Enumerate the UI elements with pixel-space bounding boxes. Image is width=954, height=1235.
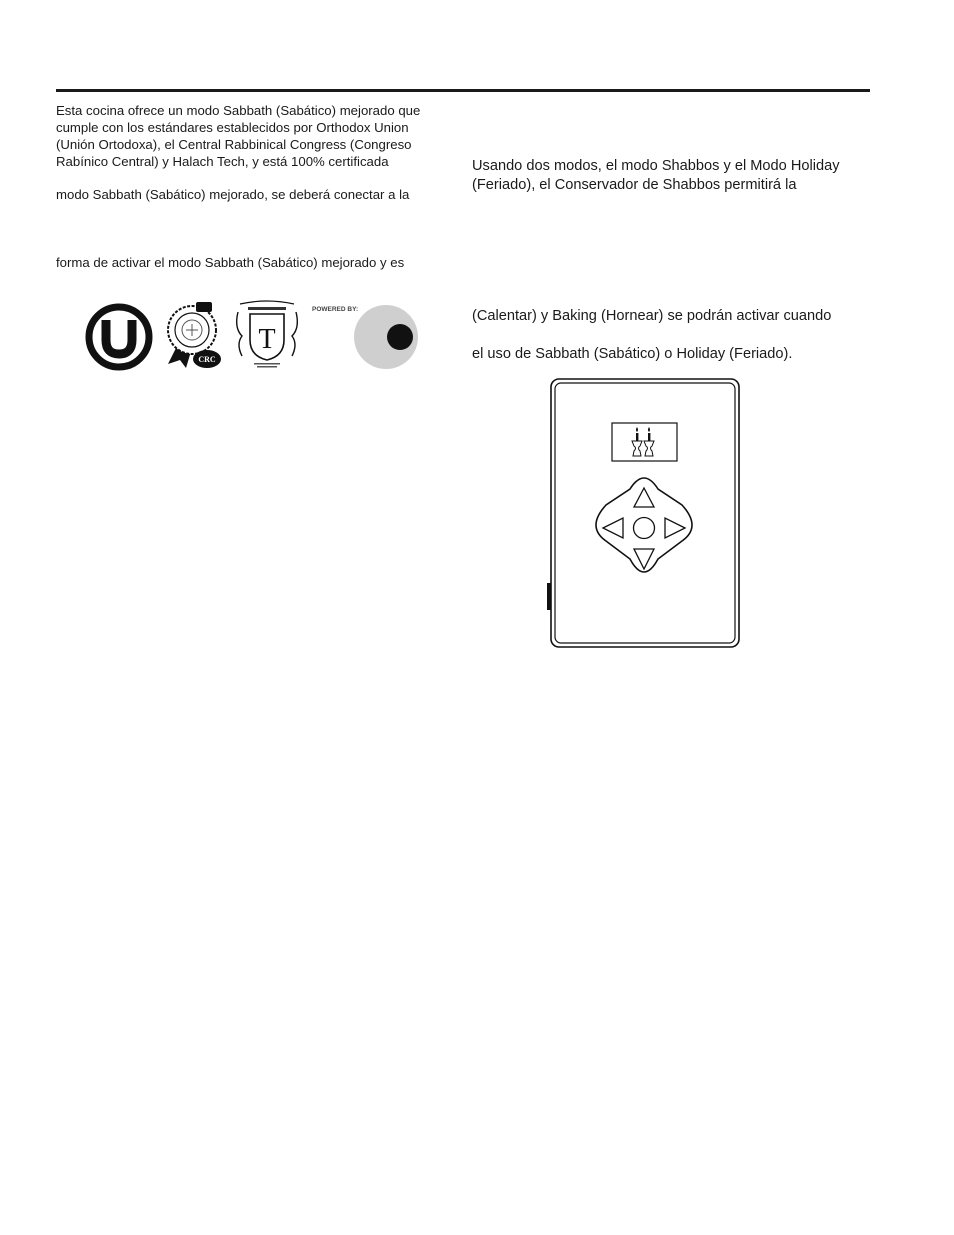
ou-kosher-logo xyxy=(84,302,154,372)
left-paragraph-line-2: cumple con los estándares establecidos por Orthodox Union xyxy=(56,120,409,135)
powered-by-label: POWERED BY: xyxy=(312,306,359,313)
control-panel-illustration xyxy=(546,377,742,649)
center-button[interactable] xyxy=(634,518,655,539)
right-paragraph-line-2: (Feriado), el Conservador de Shabbos permitirá la xyxy=(472,177,797,193)
left-paragraph-line-4: Rabínico Central) y Halach Tech, y está 100% certificada xyxy=(56,154,389,169)
left-text-line-activate: forma de activar el modo Sabbath (Sabático) mejorado y es xyxy=(56,255,405,270)
header-rule xyxy=(56,89,870,92)
certification-logos xyxy=(84,300,424,372)
right-text-line-calentar: (Calentar) y Baking (Hornear) se podrán activar cuando xyxy=(472,308,832,324)
halach-tech-logo xyxy=(234,300,300,370)
left-paragraph-line-3: (Unión Ortodoxa), el Central Rabbinical Congress (Congreso xyxy=(56,137,412,152)
left-paragraph-line-1: Esta cocina ofrece un modo Sabbath (Sabático) mejorado que xyxy=(56,103,421,118)
left-text-line-connect: modo Sabbath (Sabático) mejorado, se deberá conectar a la xyxy=(56,187,410,202)
crc-label: CRC xyxy=(198,355,216,364)
rabbinical-seal-logo xyxy=(160,302,224,370)
halach-letter: T xyxy=(258,324,276,355)
right-paragraph-line-1: Usando dos modos, el modo Shabbos y el Modo Holiday xyxy=(472,158,840,174)
right-text-line-sabbath: el uso de Sabbath (Sabático) o Holiday (Feriado). xyxy=(472,346,793,362)
powered-by-logo xyxy=(312,300,422,372)
display-window xyxy=(612,423,677,461)
